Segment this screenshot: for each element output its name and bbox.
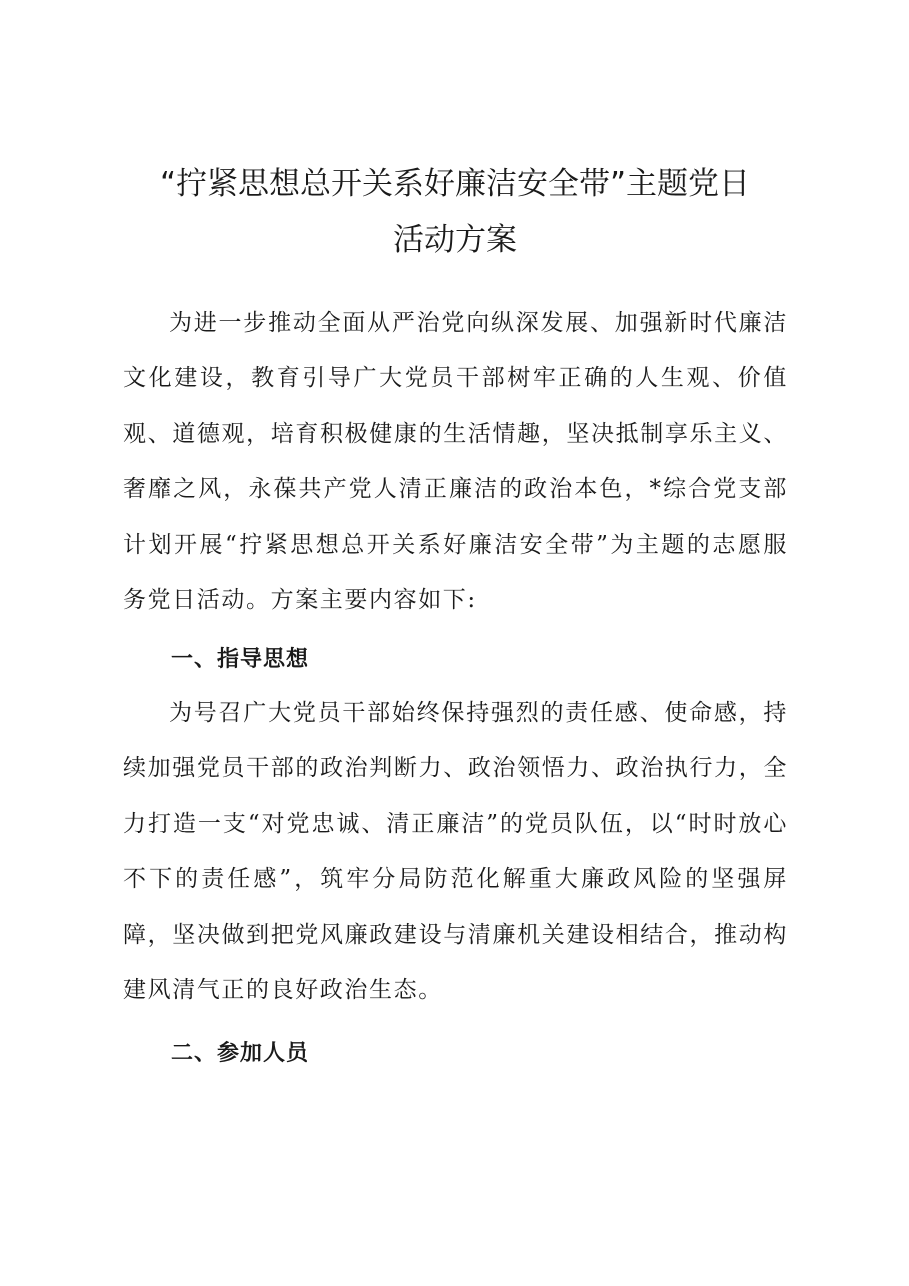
section-heading-guiding-ideology: 一、指导思想 bbox=[171, 647, 310, 672]
intro-paragraph: 为进一步推动全面从严治党向纵深发展、加强新时代廉洁文化建设，教育引导广大党员干部树牢正确的人生观、价值观、道德观，培育积极健康的生活情趣，坚决抵制享乐主义、奢靡之风，永葆共产党人清正廉洁的政治本色，*综合党支部计划开展“拧紧思想总开关系好廉洁安全带”为主题的志愿服务党日活动。方案主要内容如下: bbox=[123, 310, 788, 614]
document-title-line-1: “拧紧思想总开关系好廉洁安全带”主题党日 bbox=[159, 166, 751, 202]
section-heading-participants: 二、参加人员 bbox=[171, 1041, 310, 1066]
guiding-ideology-paragraph: 为号召广大党员干部始终保持强烈的责任感、使命感，持续加强党员干部的政治判断力、政治领悟力、政治执行力，全力打造一支“对党忠诚、清正廉洁”的党员队伍，以“时时放心不下的责任感”，筑牢分局防范化解重大廉政风险的坚强屏障，坚决做到把党风廉政建设与清廉机关建设相结合，推动构建风清气正的良好政治生态。 bbox=[123, 700, 788, 1004]
document-title-line-2: 活动方案 bbox=[393, 222, 517, 258]
